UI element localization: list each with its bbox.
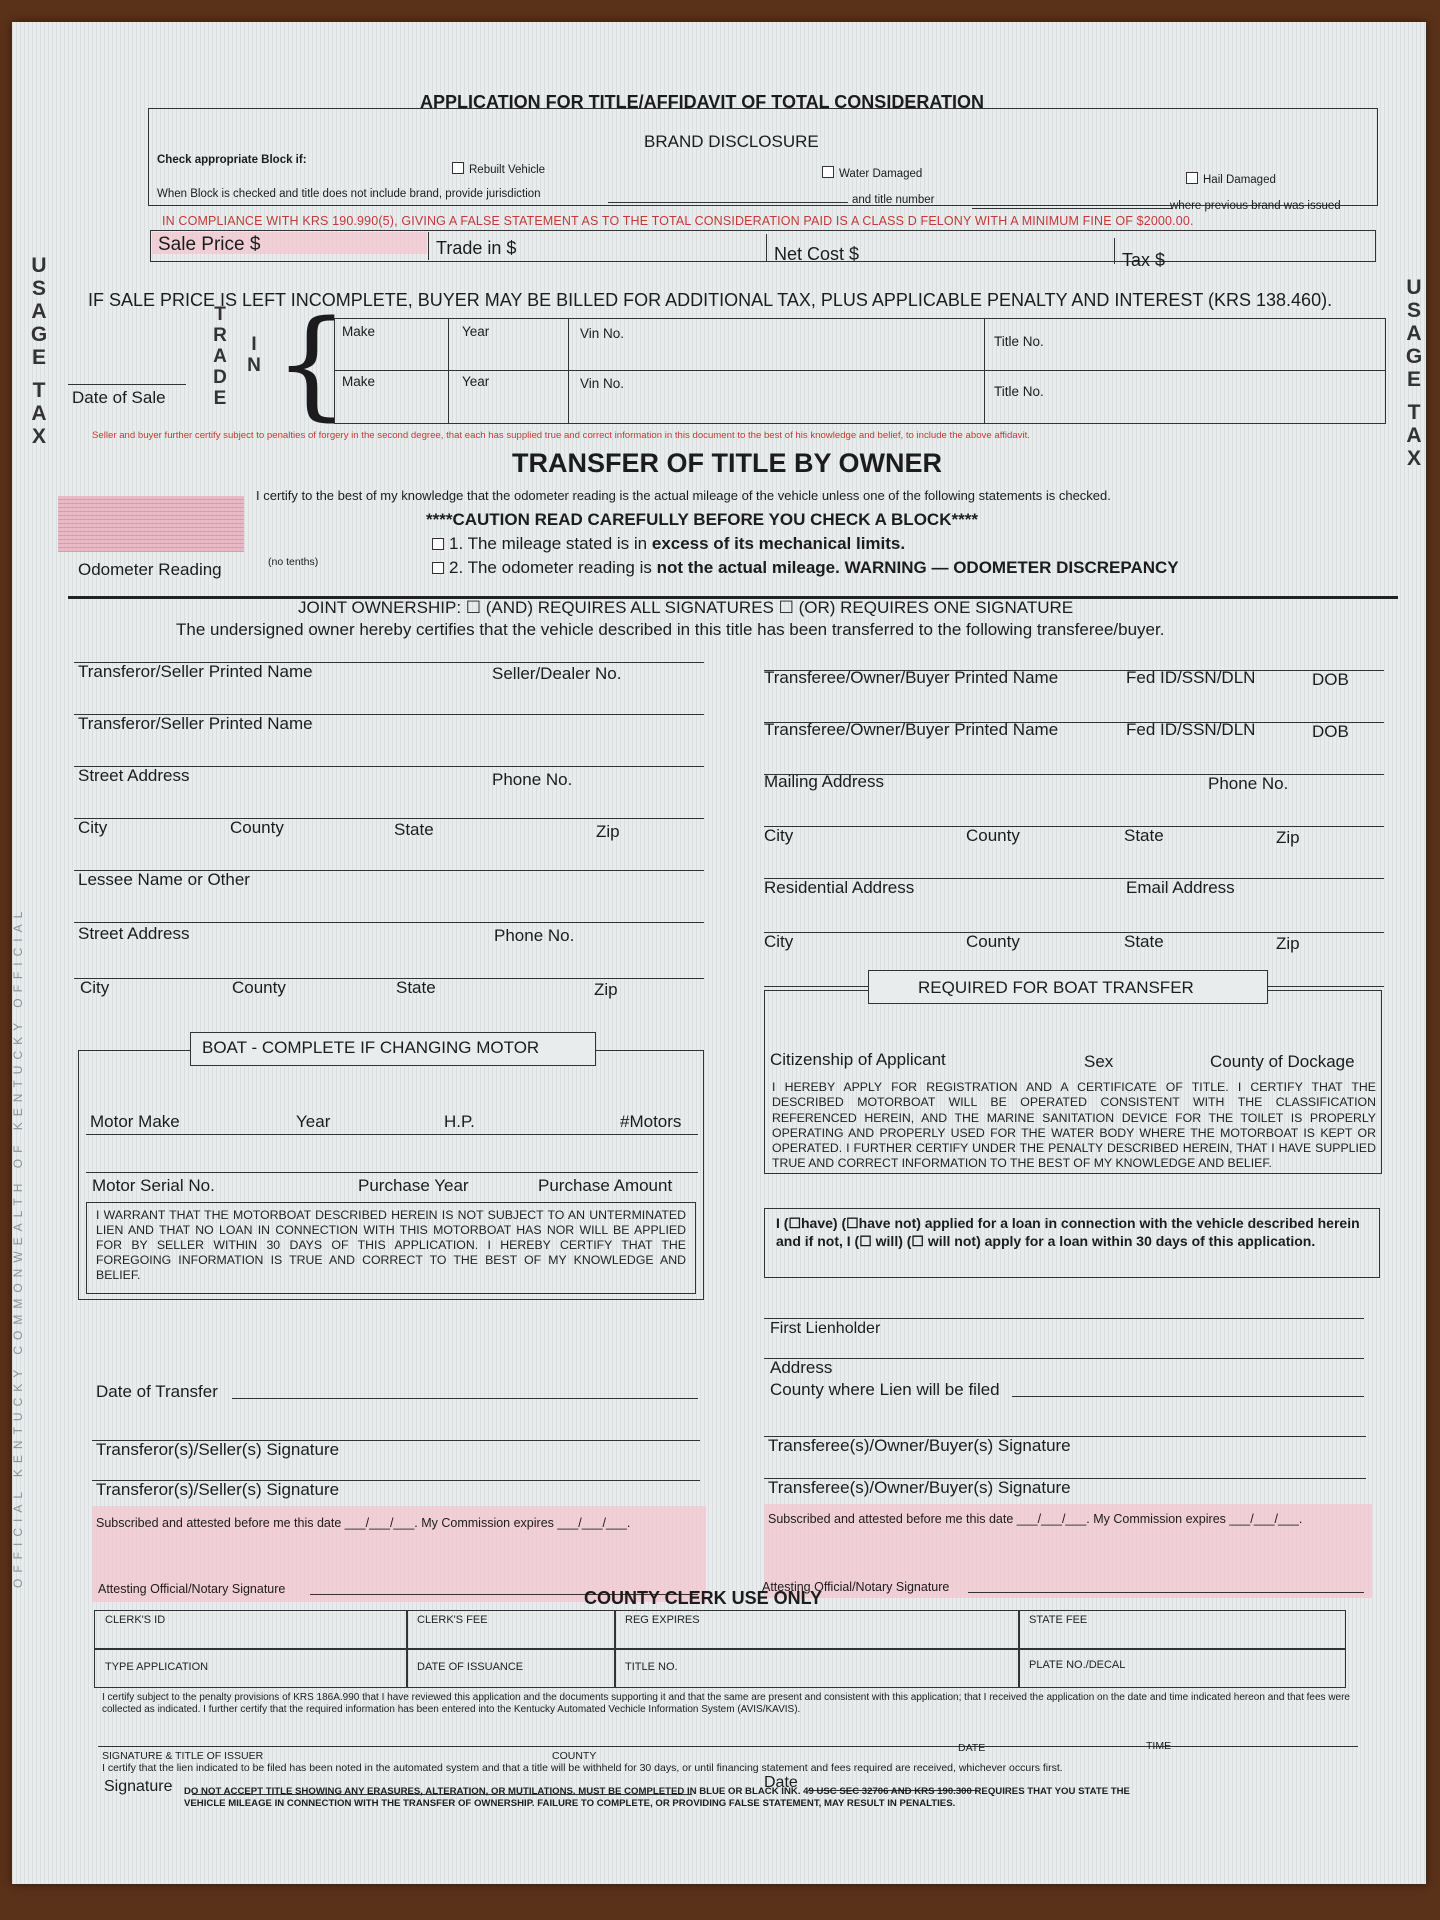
jurisdiction-label: When Block is checked and title does not include brand, provide jurisdiction — [157, 188, 541, 200]
lessee-name: Lessee Name or Other — [78, 870, 250, 889]
seller-city: City — [78, 818, 108, 837]
rebuilt-vehicle-option[interactable]: Rebuilt Vehicle — [452, 162, 545, 176]
boat-motor-title: BOAT - COMPLETE IF CHANGING MOTOR — [202, 1038, 540, 1057]
clerk-heading: COUNTY CLERK USE ONLY — [584, 1588, 823, 1608]
type-application[interactable]: TYPE APPLICATION — [94, 1648, 408, 1688]
transfer-title-heading: TRANSFER OF TITLE BY OWNER — [512, 448, 942, 478]
buyer-res-city-line[interactable] — [764, 932, 1384, 933]
date-of-transfer: Date of Transfer — [96, 1382, 218, 1401]
clerk-date: Date — [764, 1774, 798, 1791]
clerk-signature: Signature — [104, 1778, 173, 1795]
brand-disclosure-title: BRAND DISCLOSURE — [644, 132, 819, 151]
compliance-warning: IN COMPLIANCE WITH KRS 190.990(5), GIVING A FALSE STATEMENT AS TO THE TOTAL CONSIDERATION PAID IS A CLASS D FELONY WITH A MINIMUM FINE OF $2000.00. — [162, 214, 1194, 228]
lien-address-line[interactable] — [764, 1358, 1364, 1359]
date-of-sale-label: Date of Sale — [72, 388, 166, 407]
boat-transfer-title: REQUIRED FOR BOAT TRANSFER — [918, 978, 1194, 997]
title-number-line[interactable] — [972, 208, 1172, 209]
buyer-dob-1: DOB — [1312, 670, 1349, 689]
net-cost-field[interactable]: Net Cost $ — [774, 244, 860, 264]
form-title: APPLICATION FOR TITLE/AFFIDAVIT OF TOTAL CONSIDERATION — [420, 92, 984, 112]
title-number-label: and title number — [852, 194, 935, 206]
buyer-zip: Zip — [1276, 828, 1300, 847]
reg-expires[interactable]: REG EXPIRES — [614, 1610, 1020, 1650]
loan-statement[interactable]: I (☐have) (☐have not) applied for a loan in connection with the vehicle described herein and if not, I (☐ will) (☐ will not) apply for a loan within 30 days of this application. — [776, 1215, 1360, 1249]
issuer-county: COUNTY — [552, 1750, 597, 1762]
trade-in-table — [334, 318, 1386, 424]
tax-field[interactable]: Tax $ — [1122, 250, 1166, 270]
motor-year[interactable]: Year — [296, 1112, 331, 1131]
buyer-county: County — [966, 826, 1020, 845]
citizenship[interactable]: Citizenship of Applicant — [770, 1050, 946, 1069]
lessee-city: City — [80, 978, 110, 997]
buyer-res-zip: Zip — [1276, 934, 1300, 953]
clerk-fee[interactable]: CLERK'S FEE — [406, 1610, 616, 1650]
notary-signature-right-line[interactable] — [968, 1592, 1364, 1593]
title-application-form — [12, 22, 1426, 1884]
motor-make[interactable]: Motor Make — [90, 1112, 180, 1131]
sex[interactable]: Sex — [1084, 1052, 1114, 1071]
seller-street: Street Address — [78, 766, 190, 785]
seller-phone: Phone No. — [492, 770, 573, 789]
plate-no-decal[interactable]: PLATE NO./DECAL — [1018, 1648, 1346, 1688]
issuer-signature-title: SIGNATURE & TITLE OF ISSUER — [102, 1750, 264, 1762]
buyer-signature-1[interactable]: Transferee(s)/Owner/Buyer(s) Signature — [768, 1436, 1071, 1455]
trade-year-1[interactable]: Year — [462, 324, 490, 339]
brace-icon: { — [274, 294, 350, 432]
previous-brand-label: where previous brand was issued — [1170, 200, 1341, 212]
caution-heading: ****CAUTION READ CAREFULLY BEFORE YOU CHECK A BLOCK**** — [426, 510, 978, 529]
subscribed-right[interactable]: Subscribed and attested before me this date ___/___/___. My Commission expires ___/___/___. — [768, 1512, 1303, 1526]
lessee-zip: Zip — [594, 980, 618, 999]
seller-signature-2[interactable]: Transferor(s)/Seller(s) Signature — [96, 1480, 340, 1499]
check-block-label: Check appropriate Block if: — [157, 154, 307, 166]
buyer-state: State — [1124, 826, 1164, 845]
lessee-phone: Phone No. — [494, 926, 575, 945]
issuer-date: DATE — [958, 1742, 986, 1754]
trade-label: T R A D E — [213, 304, 227, 409]
trade-make-1[interactable]: Make — [342, 324, 376, 339]
trade-title-2[interactable]: Title No. — [994, 384, 1044, 399]
trade-title-1[interactable]: Title No. — [994, 334, 1044, 349]
no-tenths-label: (no tenths) — [268, 556, 319, 568]
in-label: I N — [247, 334, 261, 376]
boat-registration-statement: I HEREBY APPLY FOR REGISTRATION AND A CERTIFICATE OF TITLE. I CERTIFY THAT THE DESCRIBED MOTORBOAT WILL BE OPERATED CONSISTENT WITH THE CLASSIFICATION REFERENCED HEREIN, AND THE MARINE SANITATION DEVICE FOR THE TOILET IS PROPERLY OPERATING AND PROPERLY USED FOR THE WATER BODY WHERE THE MOTORBOAT IS KEPT OR OPERATED. I FURTHER CERTIFY UNDER THE PENALTY DESCRIBED HEREIN, THAT I HAVE SUPPLIED TRUE AND CORRECT INFORMATION TO THE BEST OF MY KNOWLEDGE AND BELIEF. — [772, 1080, 1376, 1171]
clerk-id[interactable]: CLERK'S ID — [94, 1610, 408, 1650]
joint-ownership[interactable]: JOINT OWNERSHIP: ☐ (AND) REQUIRES ALL SIGNATURES ☐ (OR) REQUIRES ONE SIGNATURE — [298, 598, 1074, 617]
buyer-mailing: Mailing Address — [764, 772, 885, 791]
buyer-printed-name-2: Transferee/Owner/Buyer Printed Name — [764, 720, 1059, 739]
date-of-transfer-line[interactable] — [232, 1398, 698, 1399]
county-of-dockage[interactable]: County of Dockage — [1210, 1052, 1355, 1071]
usage-tax-label-left: U S A G E T A X — [30, 254, 48, 448]
lessee-street-line[interactable] — [74, 922, 704, 923]
lessee-state: State — [396, 978, 436, 997]
notary-signature-left: Attesting Official/Notary Signature — [98, 1582, 286, 1596]
forgery-certification: Seller and buyer further certify subject to penalties of forgery in the second degree, that each has supplied true and correct information in this document to the best of his knowledge and belief, to include the above affidavit. — [92, 430, 1030, 441]
lien-county: County where Lien will be filed — [770, 1380, 1000, 1399]
seller-county: County — [230, 818, 284, 837]
first-lienholder-line[interactable] — [764, 1318, 1364, 1319]
purchase-amount[interactable]: Purchase Amount — [538, 1176, 673, 1195]
lien-noted-statement: I certify that the lien indicated to be filed has been noted in the automated system and that a title will be withheld for 30 days, or until financing statement and fees required are received, whichever occurs first. — [102, 1762, 1063, 1774]
seller-city-line[interactable] — [74, 818, 704, 819]
buyer-signature-2[interactable]: Transferee(s)/Owner/Buyer(s) Signature — [768, 1478, 1071, 1497]
buyer-phone: Phone No. — [1208, 774, 1289, 793]
notary-signature-right: Attesting Official/Notary Signature — [762, 1580, 950, 1594]
seller-printed-name-1: Transferor/Seller Printed Name — [78, 662, 313, 681]
date-of-sale-line[interactable] — [68, 384, 186, 385]
hail-damaged-option[interactable]: Hail Damaged — [1186, 172, 1276, 186]
undersigned-statement: The undersigned owner hereby certifies that the vehicle described in this title has been transferred to the following transferee/buyer. — [176, 620, 1165, 639]
warrant-text: I WARRANT THAT THE MOTORBOAT DESCRIBED HEREIN IS NOT SUBJECT TO AN UNTERMINATED LIEN AND THAT NO LOAN IN CONNECTION WITH THIS MOTORBOAT HAS NOR WILL BE APPLIED FOR BY SELLER WITHIN 30 DAYS OF THIS APPLICATION. I HEREBY CERTIFY THAT THE FOREGOING INFORMATION IS TRUE AND CORRECT TO THE BEST OF MY KNOWLEDGE AND BELIEF. — [96, 1208, 686, 1282]
footer-line-1: DO NOT ACCEPT TITLE SHOWING ANY ERASURES, ALTERATION, OR MUTILATIONS. MUST BE COMPLETED IN BLUE OR BLACK INK. 49 USC SEC 32706 AND KRS 190.300 REQUIRES THAT YOU STATE THE — [184, 1786, 1130, 1797]
motor-hp[interactable]: H.P. — [444, 1112, 475, 1131]
state-fee[interactable]: STATE FEE — [1018, 1610, 1346, 1650]
buyer-res-state: State — [1124, 932, 1164, 951]
clerk-certification: I certify subject to the penalty provisions of KRS 186A.990 that I have reviewed this application and the documents supporting it and that the same are present and consistent with this application; that I received the application on the date and time indicated hereon and that fees were collected as indicated. I further certify that the required information has been entered into the Kentucky Automated Vechicle Information System (AVIS/KAVIS). — [102, 1692, 1350, 1715]
lien-county-line[interactable] — [1012, 1396, 1364, 1397]
odometer-certification: I certify to the best of my knowledge that the odometer reading is the actual mileage of the vehicle unless one of the following statements is checked. — [256, 488, 1111, 503]
lessee-county: County — [232, 978, 286, 997]
water-damaged-option[interactable]: Water Damaged — [822, 166, 922, 180]
buyer-city-line[interactable] — [764, 826, 1384, 827]
buyer-email: Email Address — [1126, 878, 1235, 897]
buyer-fed-id-1: Fed ID/SSN/DLN — [1126, 668, 1256, 687]
motor-count[interactable]: #Motors — [620, 1112, 682, 1131]
date-of-issuance[interactable]: DATE OF ISSUANCE — [406, 1648, 616, 1688]
seller-printed-name-2: Transferor/Seller Printed Name — [78, 714, 313, 733]
buyer-dob-2: DOB — [1312, 722, 1349, 741]
odometer-reading-label: Odometer Reading — [78, 560, 222, 579]
seller-dealer-no: Seller/Dealer No. — [492, 664, 622, 683]
trade-in-field[interactable]: Trade in $ — [436, 238, 517, 258]
trade-vin-1[interactable]: Vin No. — [580, 326, 625, 341]
buyer-res-county: County — [966, 932, 1020, 951]
buyer-res-city: City — [764, 932, 794, 951]
trade-make-2[interactable]: Make — [342, 374, 376, 389]
lien-address: Address — [770, 1358, 833, 1377]
motor-serial[interactable]: Motor Serial No. — [92, 1176, 215, 1195]
purchase-year[interactable]: Purchase Year — [358, 1176, 469, 1195]
seller-zip: Zip — [596, 822, 620, 841]
jurisdiction-line[interactable] — [608, 202, 848, 203]
seller-signature-1[interactable]: Transferor(s)/Seller(s) Signature — [96, 1440, 340, 1459]
trade-year-2[interactable]: Year — [462, 374, 490, 389]
first-lienholder: First Lienholder — [770, 1320, 881, 1337]
odometer-discrepancy-option[interactable]: 2. The odometer reading is not the actual mileage. WARNING — ODOMETER DISCREPANCY — [432, 558, 1179, 578]
title-no[interactable]: TITLE NO. — [614, 1648, 1020, 1688]
buyer-fed-id-2: Fed ID/SSN/DLN — [1126, 720, 1256, 739]
seller-state: State — [394, 820, 434, 839]
mileage-excess-option[interactable]: 1. The mileage stated is in excess of its mechanical limits. — [432, 534, 905, 554]
sale-price-notice: IF SALE PRICE IS LEFT INCOMPLETE, BUYER MAY BE BILLED FOR ADDITIONAL TAX, PLUS APPLICABLE PENALTY AND INTEREST (KRS 138.460). — [88, 290, 1333, 310]
lessee-street: Street Address — [78, 924, 190, 943]
buyer-residential: Residential Address — [764, 878, 915, 897]
usage-tax-label-right: U S A G E T A X — [1405, 276, 1423, 470]
footer-line-2: VEHICLE MILEAGE IN CONNECTION WITH THE TRANSFER OF OWNERSHIP. FAILURE TO COMPLETE, OR PROVIDING FALSE STATEMENT, MAY RESULT IN PENALTIES. — [184, 1798, 956, 1809]
buyer-city: City — [764, 826, 794, 845]
security-watermark-text: OFFICIAL KENTUCKY COMMONWEALTH OF KENTUCKY OFFICIAL — [11, 905, 25, 1589]
lessee-city-line[interactable] — [74, 978, 704, 979]
issuer-time: TIME — [1146, 1740, 1172, 1752]
buyer-printed-name-1: Transferee/Owner/Buyer Printed Name — [764, 668, 1059, 687]
trade-vin-2[interactable]: Vin No. — [580, 376, 625, 391]
sale-price-field[interactable]: Sale Price $ — [158, 234, 261, 255]
odometer-shading — [58, 496, 244, 552]
subscribed-left[interactable]: Subscribed and attested before me this date ___/___/___. My Commission expires ___/___/___. — [96, 1516, 631, 1530]
